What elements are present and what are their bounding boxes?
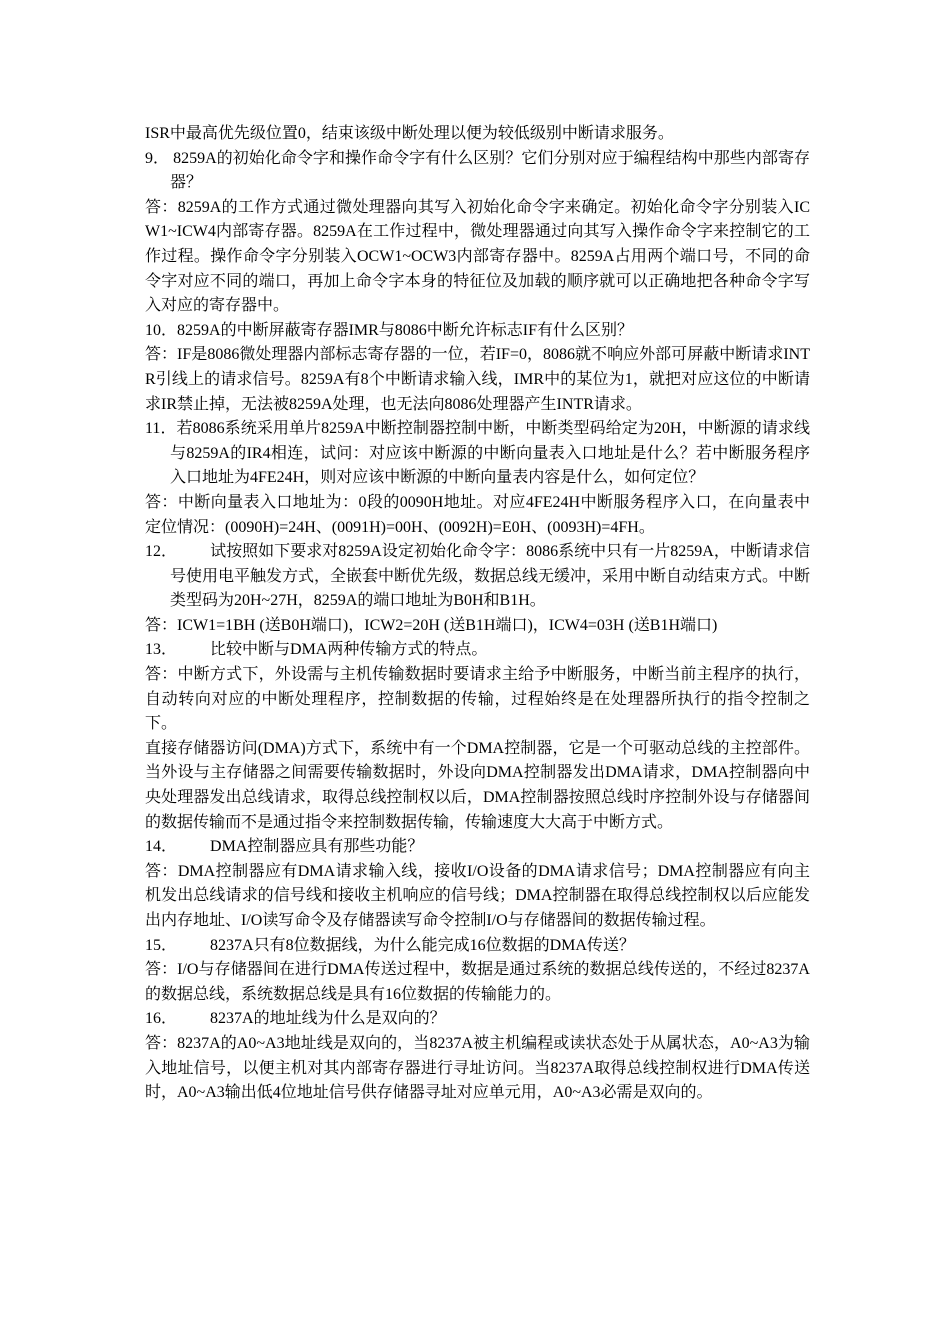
question-number: 16． xyxy=(145,1010,178,1028)
answer-paragraph: 答：DMA控制器应有DMA请求输入线，接收I/O设备的DMA请求信号；DMA控制器应有向主机发出总线请求的信号线和接收主机响应的信号线；DMA控制器在取得总线控制权以后应能发出内存地址、I/O读写命令及存储器读写命令控制I/O与存储器间的数据传输过程。 xyxy=(145,862,810,929)
answer-paragraph: 答：IF是8086微处理器内部标志寄存器的一位，若IF=0，8086就不响应外部可屏蔽中断请求INTR引线上的请求信号。8259A有8个中断请求输入线，IMR中的某位为1，就把对应这位的中断请求IR禁止掉，无法被8259A处理，也无法向8086处理器产生INTR请求。 xyxy=(145,346,810,413)
question-item xyxy=(145,638,810,663)
answer-paragraph: 答：中断方式下，外设需与主机传输数据时要请求主给予中断服务，中断当前主程序的执行，自动转向对应的中断处理程序，控制数据的传输，过程始终是在处理器所执行的指令控制之下。 xyxy=(145,666,810,733)
answer-paragraph: 答：中断向量表入口地址为：0段的0090H地址。对应4FE24H中断服务程序入口，在向量表中定位情况：(0090H)=24H、(0091H)=00H、(0092H)=E0H、(0093H)=4FH。 xyxy=(145,493,810,536)
question-text: 8259A的初始化命令字和操作命令字有什么区别？它们分别对应于编程结构中那些内部寄存器？ xyxy=(169,149,810,192)
question-number: 10． xyxy=(145,321,178,339)
question-number: 12． xyxy=(145,543,178,561)
question-text: 比较中断与DMA两种传输方式的特点。 xyxy=(210,641,488,659)
answer-paragraph: 答：8259A的工作方式通过微处理器向其写入初始化命令字来确定。初始化命令字分别装入ICW1~ICW4内部寄存器。8259A在工作过程中，微处理器通过向其写入操作命令字来控制它的工作过程。操作命令字分别装入OCW1~OCW3内部寄存器中。8259A占用两个端口号，不同的命令字对应不同的端口，再加上命令字本身的特征位及加载的顺序就可以正确地把各种命令字写入对应的寄存器中。 xyxy=(145,198,810,315)
question-text: 试按照如下要求对8259A设定初始化命令字：8086系统中只有一片8259A，中断请求信号使用电平触发方式，全嵌套中断优先级，数据总线无缓冲，采用中断自动结束方式。中断类型码为20H~27H，8259A的端口地址为B0H和B1H。 xyxy=(170,543,811,610)
answer-paragraph: 直接存储器访问(DMA)方式下，系统中有一个DMA控制器，它是一个可驱动总线的主控部件。当外设与主存储器之间需要传输数据时，外设向DMA控制器发出DMA请求，DMA控制器向中央处理器发出总线请求，取得总线控制权以后，DMA控制器按照总线时序控制外设与存储器间的数据传输而不是通过指令来控制数据传输，传输速度大大高于中断方式。 xyxy=(145,739,810,831)
question-item xyxy=(145,319,810,344)
question-item xyxy=(145,147,810,196)
question-text: 8237A只有8位数据线，为什么能完成16位数据的DMA传送？ xyxy=(210,936,635,954)
question-number: 13． xyxy=(145,641,178,659)
question-number: 14． xyxy=(145,838,178,856)
question-item xyxy=(145,934,810,959)
question-text: 8237A的地址线为什么是双向的？ xyxy=(210,1010,446,1028)
answer-paragraph: 答：I/O与存储器间在进行DMA传送过程中，数据是通过系统的数据总线传送的，不经过8237A的数据总线，系统数据总线是具有16位数据的传输能力的。 xyxy=(145,961,810,1003)
question-number: 11． xyxy=(145,420,177,438)
answer-paragraph: ISR中最高优先级位置0，结束该级中断处理以便为较低级别中断请求服务。 xyxy=(145,125,674,142)
question-text: 若8086系统采用单片8259A中断控制器控制中断，中断类型码给定为20H，中断源的请求线与8259A的IR4相连，试问：对应该中断源的中断向量表入口地址是什么？若中断服务程序入口地址为4FE24H，则对应该中断源的中断向量表内容是什么，如何定位？ xyxy=(170,420,810,487)
question-number: 15． xyxy=(145,936,178,954)
question-text: DMA控制器应具有那些功能？ xyxy=(210,838,424,856)
answer-paragraph: 答：ICW1=1BH (送B0H端口)，ICW2=20H (送B1H端口)，ICW4=03H (送B1H端口) xyxy=(145,616,718,634)
question-item xyxy=(145,835,810,860)
answer-paragraph: 答：8237A的A0~A3地址线是双向的，当8237A被主机编程或读状态处于从属状态，A0~A3为输入地址信号，以便主机对其内部寄存器进行寻址访问。当8237A取得总线控制权进行DMA传送时，A0~A3输出低4位地址信号供存储器寻址对应单元用，A0~A3必需是双向的。 xyxy=(145,1034,810,1102)
question-item xyxy=(145,1007,810,1032)
question-item xyxy=(145,417,810,491)
document-page xyxy=(145,122,810,1106)
question-text: 8259A的中断屏蔽寄存器IMR与8086中断允许标志IF有什么区别？ xyxy=(177,321,634,339)
question-item xyxy=(145,540,810,614)
question-number: 9． xyxy=(145,149,170,167)
